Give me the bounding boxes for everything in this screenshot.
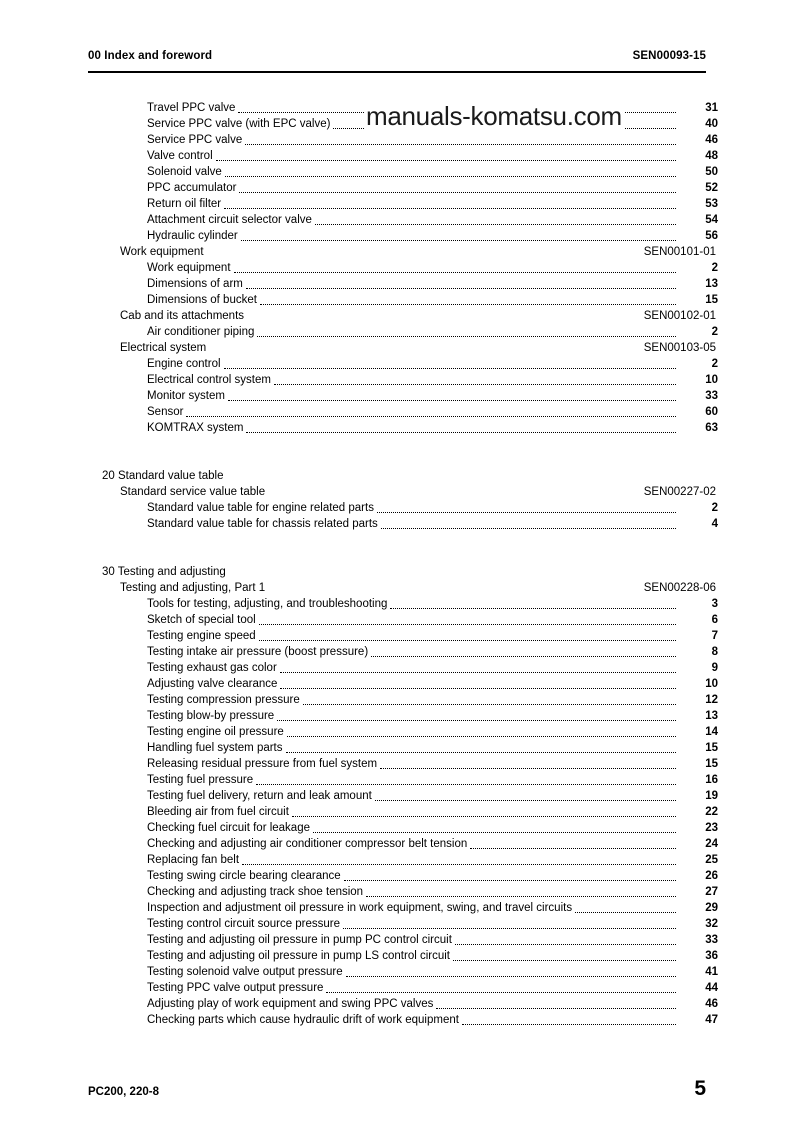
toc-leader-dots [292, 806, 676, 820]
toc-entry-label: Work equipment [147, 262, 231, 274]
toc-leader-dots [280, 662, 676, 676]
toc-section-label: Testing and adjusting, Part 1 [120, 582, 266, 594]
toc-spacer [88, 532, 718, 548]
toc-entry-label: Replacing fan belt [147, 854, 240, 866]
toc-group-heading [88, 468, 718, 484]
toc-entry-label: Checking and adjusting track shoe tension [147, 886, 364, 898]
toc-leader-dots [216, 150, 676, 164]
toc-section-document-code: SEN00228-06 [643, 582, 716, 594]
toc-entry-label: Service PPC valve [147, 134, 243, 146]
toc-leader-dots [239, 182, 676, 196]
toc-leader-dots [343, 918, 676, 932]
toc-entry-page-number: 3 [711, 598, 718, 610]
header-section-title: 00 Index and foreword [88, 50, 213, 62]
toc-entry-row[interactable] [88, 196, 718, 212]
toc-section-document-code: SEN00102-01 [643, 310, 716, 322]
toc-entry-row[interactable] [88, 676, 718, 692]
toc-section-document-code: SEN00227-02 [643, 486, 716, 498]
toc-entry-row[interactable] [88, 788, 718, 804]
toc-entry-label: Releasing residual pressure from fuel system [147, 758, 378, 770]
toc-entry-row[interactable] [88, 180, 718, 196]
toc-leader-dots [186, 406, 676, 420]
toc-spacer [88, 452, 718, 468]
toc-entry-label: Standard value table for engine related parts [147, 502, 374, 514]
watermark-text: manuals-komatsu.com [366, 101, 622, 131]
toc-section-row[interactable] [88, 340, 718, 356]
toc-leader-dots [346, 966, 676, 980]
toc-entry-page-number: 36 [705, 950, 718, 962]
toc-entry-page-number: 10 [705, 678, 718, 690]
toc-spacer [88, 436, 718, 452]
toc-entry-row[interactable] [88, 276, 718, 292]
toc-entry-page-number: 25 [705, 854, 718, 866]
toc-entry-page-number: 44 [705, 982, 718, 994]
toc-leader-dots [453, 950, 676, 964]
toc-entry-label: Sketch of special tool [147, 614, 256, 626]
toc-entry-label: Testing fuel delivery, return and leak amount [147, 790, 372, 802]
toc-entry-label: Monitor system [147, 390, 225, 402]
toc-entry-page-number: 14 [705, 726, 718, 738]
toc-leader-dots [228, 390, 676, 404]
toc-entry-label: Dimensions of bucket [147, 294, 257, 306]
toc-leader-dots [390, 598, 676, 612]
toc-entry-label: Dimensions of arm [147, 278, 243, 290]
toc-entry-row[interactable] [88, 644, 718, 660]
footer-page-number: 5 [694, 1077, 706, 1100]
toc-entry-row[interactable] [88, 324, 718, 340]
toc-entry-label: Air conditioner piping [147, 326, 255, 338]
toc-entry-row[interactable] [88, 724, 718, 740]
toc-group-heading [88, 564, 718, 580]
toc-entry-page-number: 23 [705, 822, 718, 834]
toc-entry-row[interactable] [88, 932, 718, 948]
toc-section-label: Standard service value table [120, 486, 266, 498]
toc-entry-label: Testing solenoid valve output pressure [147, 966, 343, 978]
toc-section-row[interactable] [88, 308, 718, 324]
toc-entry-row[interactable] [88, 740, 718, 756]
toc-entry-label: KOMTRAX system [147, 422, 244, 434]
toc-entry-label: Adjusting play of work equipment and swing PPC valves [147, 998, 434, 1010]
toc-leader-dots [286, 742, 676, 756]
toc-leader-dots [315, 214, 676, 228]
toc-leader-dots [280, 678, 676, 692]
toc-entry-row[interactable] [88, 996, 718, 1012]
toc-entry-page-number: 46 [705, 134, 718, 146]
toc-entry-page-number: 22 [705, 806, 718, 818]
toc-entry-row[interactable] [88, 852, 718, 868]
toc-leader-dots [470, 838, 676, 852]
toc-entry-row[interactable] [88, 132, 718, 148]
toc-entry-row[interactable] [88, 596, 718, 612]
toc-leader-dots [277, 710, 676, 724]
toc-leader-dots [462, 1014, 676, 1028]
toc-leader-dots [287, 726, 676, 740]
toc-leader-dots [344, 870, 676, 884]
toc-entry-label: Electrical control system [147, 374, 271, 386]
toc-entry-label: Testing and adjusting oil pressure in pump LS control circuit [147, 950, 450, 962]
toc-leader-dots [224, 198, 676, 212]
toc-section-label: Work equipment [120, 246, 204, 258]
toc-leader-dots [375, 790, 676, 804]
toc-entry-row[interactable] [88, 868, 718, 884]
toc-entry-page-number: 9 [711, 662, 718, 674]
toc-leader-dots [256, 774, 676, 788]
toc-leader-dots [246, 278, 676, 292]
toc-entry-page-number: 31 [705, 102, 718, 114]
toc-entry-page-number: 2 [711, 502, 718, 514]
toc-entry-label: Testing blow-by pressure [147, 710, 275, 722]
toc-entry-row[interactable] [88, 900, 718, 916]
footer-model-name: PC200, 220-8 [88, 1086, 159, 1098]
toc-entry-page-number: 46 [705, 998, 718, 1010]
toc-entry-row[interactable] [88, 148, 718, 164]
toc-entry-page-number: 8 [711, 646, 718, 658]
toc-entry-page-number: 33 [705, 934, 718, 946]
toc-entry-row[interactable] [88, 964, 718, 980]
toc-leader-dots [303, 694, 676, 708]
toc-entry-label: Testing compression pressure [147, 694, 300, 706]
toc-entry-page-number: 24 [705, 838, 718, 850]
toc-entry-page-number: 60 [705, 406, 718, 418]
toc-entry-row[interactable] [88, 916, 718, 932]
toc-entry-row[interactable] [88, 356, 718, 372]
toc-entry-row[interactable] [88, 404, 718, 420]
toc-section-row[interactable] [88, 244, 718, 260]
toc-entry-label: Testing engine speed [147, 630, 256, 642]
toc-entry-row[interactable] [88, 212, 718, 228]
toc-section-label: Cab and its attachments [120, 310, 245, 322]
toc-entry-page-number: 27 [705, 886, 718, 898]
toc-entry-page-number: 50 [705, 166, 718, 178]
toc-entry-page-number: 13 [705, 710, 718, 722]
toc-entry-page-number: 33 [705, 390, 718, 402]
toc-entry-label: Sensor [147, 406, 184, 418]
toc-entry-page-number: 6 [711, 614, 718, 626]
toc-leader-dots [274, 374, 676, 388]
toc-leader-dots [259, 614, 676, 628]
toc-entry-row[interactable] [88, 292, 718, 308]
toc-entry-label: Engine control [147, 358, 221, 370]
toc-entry-label: Bleeding air from fuel circuit [147, 806, 289, 818]
toc-leader-dots [455, 934, 676, 948]
toc-entry-page-number: 40 [705, 118, 718, 130]
toc-entry-page-number: 19 [705, 790, 718, 802]
toc-entry-row[interactable] [88, 756, 718, 772]
toc-leader-dots [225, 166, 676, 180]
toc-section-row[interactable] [88, 484, 718, 500]
toc-entry-label: Hydraulic cylinder [147, 230, 238, 242]
toc-leader-dots [245, 134, 676, 148]
toc-entry-label: Travel PPC valve [147, 102, 236, 114]
toc-entry-row[interactable] [88, 1012, 718, 1028]
toc-leader-dots [380, 758, 676, 772]
toc-entry-page-number: 54 [705, 214, 718, 226]
toc-leader-dots [242, 854, 676, 868]
toc-leader-dots [381, 518, 676, 532]
toc-leader-dots [246, 422, 676, 436]
toc-entry-label: Testing intake air pressure (boost pressure) [147, 646, 369, 658]
toc-entry-page-number: 63 [705, 422, 718, 434]
toc-entry-page-number: 52 [705, 182, 718, 194]
toc-entry-page-number: 48 [705, 150, 718, 162]
toc-entry-label: Service PPC valve (with EPC valve) [147, 118, 331, 130]
toc-leader-dots [377, 502, 676, 516]
toc-section-row[interactable] [88, 580, 718, 596]
toc-entry-page-number: 26 [705, 870, 718, 882]
toc-entry-page-number: 13 [705, 278, 718, 290]
toc-entry-label: Standard value table for chassis related parts [147, 518, 378, 530]
toc-entry-row[interactable] [88, 820, 718, 836]
toc-entry-page-number: 47 [705, 1014, 718, 1026]
toc-leader-dots [313, 822, 676, 836]
toc-entry-row[interactable] [88, 260, 718, 276]
toc-leader-dots [257, 326, 676, 340]
header-document-code: SEN00093-15 [632, 50, 706, 62]
toc-entry-label: Testing and adjusting oil pressure in pump PC control circuit [147, 934, 452, 946]
toc-leader-dots [436, 998, 676, 1012]
toc-entry-page-number: 7 [711, 630, 718, 642]
toc-entry-label: Checking parts which cause hydraulic drift of work equipment [147, 1014, 459, 1026]
toc-entry-row[interactable] [88, 372, 718, 388]
toc-leader-dots [241, 230, 676, 244]
toc-leader-dots [366, 886, 676, 900]
toc-entry-label: Handling fuel system parts [147, 742, 283, 754]
toc-entry-label: Solenoid valve [147, 166, 222, 178]
toc-entry-row[interactable] [88, 948, 718, 964]
toc-entry-label: Return oil filter [147, 198, 222, 210]
toc-entry-label: Testing engine oil pressure [147, 726, 284, 738]
toc-entry-page-number: 16 [705, 774, 718, 786]
toc-leader-dots [259, 630, 676, 644]
toc-leader-dots [234, 262, 676, 276]
toc-group-heading-label: 30 Testing and adjusting [102, 566, 226, 578]
toc-entry-label: Testing swing circle bearing clearance [147, 870, 341, 882]
toc-section-document-code: SEN00103-05 [643, 342, 716, 354]
toc-entry-row[interactable] [88, 388, 718, 404]
toc-entry-label: Testing fuel pressure [147, 774, 254, 786]
toc-entry-row[interactable] [88, 420, 718, 436]
toc-entry-label: Valve control [147, 150, 213, 162]
toc-entry-page-number: 15 [705, 758, 718, 770]
toc-entry-row[interactable] [88, 692, 718, 708]
toc-leader-dots [575, 902, 676, 916]
header-divider-rule [88, 71, 706, 73]
toc-entry-row[interactable] [88, 164, 718, 180]
toc-entry-row[interactable] [88, 500, 718, 516]
toc-entry-label: Testing exhaust gas color [147, 662, 277, 674]
toc-entry-label: Testing control circuit source pressure [147, 918, 341, 930]
toc-entry-row[interactable] [88, 228, 718, 244]
toc-entry-page-number: 41 [705, 966, 718, 978]
toc-entry-page-number: 4 [711, 518, 718, 530]
toc-group-heading-label: 20 Standard value table [102, 470, 224, 482]
toc-entry-row[interactable] [88, 708, 718, 724]
toc-entry-label: Inspection and adjustment oil pressure in work equipment, swing, and travel circuits [147, 902, 573, 914]
toc-leader-dots [260, 294, 676, 308]
toc-entry-page-number: 15 [705, 294, 718, 306]
toc-section-document-code: SEN00101-01 [643, 246, 716, 258]
toc-entry-label: PPC accumulator [147, 182, 237, 194]
toc-leader-dots [371, 646, 676, 660]
toc-spacer [88, 548, 718, 564]
toc-entry-page-number: 2 [711, 262, 718, 274]
page-footer [88, 1078, 706, 1099]
toc-entry-row[interactable] [88, 804, 718, 820]
toc-entry-page-number: 29 [705, 902, 718, 914]
toc-entry-page-number: 2 [711, 326, 718, 338]
toc-entry-page-number: 56 [705, 230, 718, 242]
toc-entry-page-number: 2 [711, 358, 718, 370]
toc-entry-row[interactable] [88, 884, 718, 900]
toc-entry-row[interactable] [88, 660, 718, 676]
toc-entry-row[interactable] [88, 628, 718, 644]
toc-entry-row[interactable] [88, 980, 718, 996]
table-of-contents [88, 100, 718, 1028]
toc-entry-label: Tools for testing, adjusting, and troubleshooting [147, 598, 388, 610]
toc-entry-label: Checking fuel circuit for leakage [147, 822, 310, 834]
toc-leader-dots [224, 358, 676, 372]
toc-entry-row[interactable] [88, 772, 718, 788]
toc-entry-row[interactable] [88, 612, 718, 628]
toc-entry-page-number: 12 [705, 694, 718, 706]
toc-entry-page-number: 15 [705, 742, 718, 754]
toc-section-label: Electrical system [120, 342, 207, 354]
toc-entry-page-number: 32 [705, 918, 718, 930]
toc-entry-row[interactable] [88, 516, 718, 532]
toc-leader-dots [326, 982, 676, 996]
toc-entry-label: Adjusting valve clearance [147, 678, 278, 690]
toc-entry-label: Attachment circuit selector valve [147, 214, 312, 226]
toc-entry-page-number: 10 [705, 374, 718, 386]
page-header [88, 50, 706, 62]
toc-entry-label: Testing PPC valve output pressure [147, 982, 324, 994]
toc-entry-label: Checking and adjusting air conditioner compressor belt tension [147, 838, 468, 850]
toc-entry-row[interactable] [88, 836, 718, 852]
toc-entry-page-number: 53 [705, 198, 718, 210]
